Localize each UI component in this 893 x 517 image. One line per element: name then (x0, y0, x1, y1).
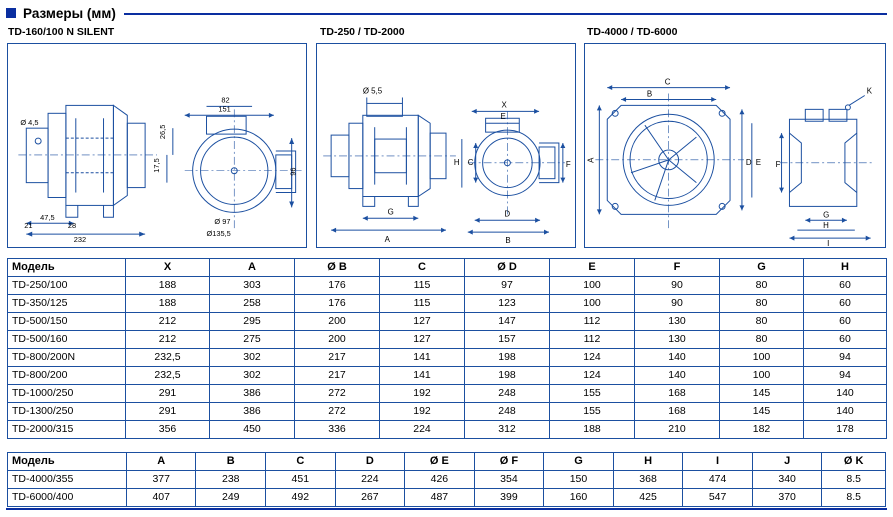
dim-label: C (467, 157, 474, 167)
cell-model: TD-500/160 (8, 331, 126, 349)
cell-value: 145 (720, 385, 804, 403)
cell-value: 474 (683, 471, 753, 489)
cell-value: 124 (550, 367, 635, 385)
cell-model: TD-4000/355 (8, 471, 127, 489)
dim-label: A (384, 235, 390, 245)
cell-value: 248 (465, 385, 550, 403)
cell-value: 232,5 (126, 367, 210, 385)
cell-value: 182 (720, 421, 804, 439)
cell-value: 123 (465, 295, 550, 313)
diagram-td250-td2000 (316, 43, 576, 248)
cell-value: 8.5 (822, 471, 886, 489)
diagram-caption-3: TD-4000 / TD-6000 (587, 26, 678, 38)
cell-value: 200 (295, 331, 380, 349)
cell-value: 140 (804, 403, 887, 421)
cell-value: 232,5 (126, 349, 210, 367)
cell-model: TD-800/200 (8, 367, 126, 385)
cell-value: 407 (126, 489, 196, 507)
dim-label: 28 (67, 221, 77, 231)
cell-value: 94 (804, 367, 887, 385)
cell-value: 100 (550, 277, 635, 295)
cell-value: 188 (126, 295, 210, 313)
cell-value: 176 (295, 277, 380, 295)
diagram-td160 (7, 43, 307, 248)
table-row (8, 367, 887, 385)
cell-value: 155 (550, 403, 635, 421)
table-dimensions-td250 (7, 258, 887, 439)
cell-value: 100 (720, 349, 804, 367)
cell-value: 178 (804, 421, 887, 439)
cell-value: 60 (804, 313, 887, 331)
cell-value: 340 (752, 471, 822, 489)
table-header-row (8, 453, 886, 471)
cell-value: 155 (550, 385, 635, 403)
cell-value: 130 (635, 313, 720, 331)
dim-label: 96 (288, 167, 298, 176)
cell-value: 200 (295, 313, 380, 331)
cell-value: 238 (196, 471, 266, 489)
cell-value: 198 (465, 367, 550, 385)
cell-value: 224 (380, 421, 465, 439)
table-header-row (8, 259, 887, 277)
dim-label: F (775, 159, 781, 169)
cell-value: 272 (295, 403, 380, 421)
dim-label: A (586, 157, 596, 163)
diagram-caption-2: TD-250 / TD-2000 (320, 26, 405, 38)
cell-value: 312 (465, 421, 550, 439)
cell-model: TD-350/125 (8, 295, 126, 313)
cell-value: 188 (126, 277, 210, 295)
cell-value: 8.5 (822, 489, 886, 507)
col-header-b: Ø B (295, 259, 380, 277)
cell-value: 192 (380, 385, 465, 403)
table-row (8, 331, 887, 349)
cell-value: 112 (550, 331, 635, 349)
table-dimensions-td4000 (7, 452, 886, 507)
col-header-h: H (613, 453, 683, 471)
cell-value: 217 (295, 349, 380, 367)
col-header-model: Модель (8, 453, 127, 471)
cell-value: 115 (380, 277, 465, 295)
header-divider (124, 13, 887, 15)
bullet-marker-icon (6, 8, 16, 18)
col-header-d: D (335, 453, 405, 471)
cell-value: 90 (635, 277, 720, 295)
table-row (8, 421, 887, 439)
cell-value: 356 (126, 421, 210, 439)
cell-value: 168 (635, 385, 720, 403)
cell-value: 370 (752, 489, 822, 507)
col-header-j: J (752, 453, 822, 471)
cell-value: 90 (635, 295, 720, 313)
cell-value: 192 (380, 403, 465, 421)
col-header-h: H (804, 259, 887, 277)
cell-value: 140 (635, 367, 720, 385)
cell-value: 451 (266, 471, 336, 489)
cell-value: 141 (380, 349, 465, 367)
cell-value: 80 (720, 313, 804, 331)
cell-value: 354 (474, 471, 544, 489)
cell-value: 272 (295, 385, 380, 403)
cell-model: TD-2000/315 (8, 421, 126, 439)
cell-value: 124 (550, 349, 635, 367)
dim-label: D (504, 209, 511, 219)
col-header-c: C (380, 259, 465, 277)
dim-label: B (505, 236, 511, 246)
dim-label: 47,5 (40, 213, 55, 223)
cell-value: 160 (544, 489, 614, 507)
col-header-b: B (196, 453, 266, 471)
cell-value: 130 (635, 331, 720, 349)
cell-value: 303 (210, 277, 295, 295)
cell-value: 302 (210, 367, 295, 385)
dim-label: 26,5 (157, 124, 167, 140)
cell-value: 386 (210, 403, 295, 421)
cell-value: 426 (405, 471, 475, 489)
dim-label: E (500, 112, 506, 122)
dim-label: Ø135,5 (206, 229, 231, 239)
cell-value: 157 (465, 331, 550, 349)
cell-value: 212 (126, 313, 210, 331)
dim-label: G (823, 210, 830, 220)
table-row (8, 313, 887, 331)
cell-model: TD-1000/250 (8, 385, 126, 403)
cell-value: 267 (335, 489, 405, 507)
cell-value: 127 (380, 313, 465, 331)
cell-value: 258 (210, 295, 295, 313)
col-header-g: G (544, 453, 614, 471)
col-header-k: Ø K (822, 453, 886, 471)
col-header-f: Ø F (474, 453, 544, 471)
dim-label: B (646, 89, 653, 99)
cell-value: 547 (683, 489, 753, 507)
table-row (8, 277, 887, 295)
cell-value: 368 (613, 471, 683, 489)
cell-value: 94 (804, 349, 887, 367)
cell-value: 60 (804, 331, 887, 349)
table-row (8, 403, 887, 421)
col-header-x: X (126, 259, 210, 277)
cell-value: 60 (804, 295, 887, 313)
cell-value: 80 (720, 295, 804, 313)
cell-value: 386 (210, 385, 295, 403)
cell-value: 100 (550, 295, 635, 313)
cell-value: 97 (465, 277, 550, 295)
dim-label: 17,5 (151, 158, 161, 173)
dim-label: Ø 4,5 (20, 118, 39, 128)
cell-value: 295 (210, 313, 295, 331)
dim-label: E (755, 157, 762, 167)
col-header-i: I (683, 453, 753, 471)
dim-label: K (866, 86, 872, 96)
cell-value: 425 (613, 489, 683, 507)
col-header-d: Ø D (465, 259, 550, 277)
table-row (8, 349, 887, 367)
dim-label: X (501, 100, 507, 110)
col-header-a: A (126, 453, 196, 471)
cell-value: 150 (544, 471, 614, 489)
dim-label: Ø 5,5 (362, 86, 383, 96)
cell-value: 336 (295, 421, 380, 439)
cell-model: TD-500/150 (8, 313, 126, 331)
cell-value: 168 (635, 403, 720, 421)
table-row (8, 471, 886, 489)
table-row (8, 489, 886, 507)
cell-value: 147 (465, 313, 550, 331)
cell-value: 100 (720, 367, 804, 385)
cell-value: 80 (720, 277, 804, 295)
diagram-caption-1: TD-160/100 N SILENT (8, 26, 115, 38)
cell-model: TD-800/200N (8, 349, 126, 367)
table-row (8, 295, 887, 313)
cell-value: 140 (635, 349, 720, 367)
cell-value: 112 (550, 313, 635, 331)
dim-label: I (827, 239, 830, 247)
col-header-a: A (210, 259, 295, 277)
cell-value: 249 (196, 489, 266, 507)
cell-value: 80 (720, 331, 804, 349)
dim-label: G (387, 207, 394, 217)
dim-label: Ø 97 (214, 217, 231, 227)
col-header-e: E (550, 259, 635, 277)
dim-label: C (664, 77, 671, 87)
diagram-td4000-td6000 (584, 43, 886, 248)
page-title: Размеры (мм) (23, 5, 116, 21)
dim-label: D (745, 157, 752, 167)
col-header-c: C (266, 453, 336, 471)
cell-value: 176 (295, 295, 380, 313)
cell-value: 198 (465, 349, 550, 367)
dim-label: H (453, 157, 460, 167)
cell-value: 141 (380, 367, 465, 385)
cell-value: 487 (405, 489, 475, 507)
cell-value: 212 (126, 331, 210, 349)
cell-model: TD-1300/250 (8, 403, 126, 421)
cell-value: 399 (474, 489, 544, 507)
cell-value: 115 (380, 295, 465, 313)
section-header (6, 3, 887, 23)
table-row (8, 385, 887, 403)
col-header-g: G (720, 259, 804, 277)
cell-value: 275 (210, 331, 295, 349)
cell-value: 60 (804, 277, 887, 295)
dim-label: 82 (221, 95, 230, 105)
footer-divider (6, 508, 887, 510)
cell-model: TD-250/100 (8, 277, 126, 295)
cell-value: 302 (210, 349, 295, 367)
cell-value: 492 (266, 489, 336, 507)
cell-value: 224 (335, 471, 405, 489)
cell-value: 291 (126, 403, 210, 421)
cell-value: 217 (295, 367, 380, 385)
col-header-f: F (635, 259, 720, 277)
cell-value: 377 (126, 471, 196, 489)
dim-label: F (565, 159, 571, 169)
dim-label: 151 (218, 104, 231, 114)
dim-label: H (823, 221, 829, 231)
cell-value: 127 (380, 331, 465, 349)
col-header-model: Модель (8, 259, 126, 277)
cell-value: 210 (635, 421, 720, 439)
cell-value: 188 (550, 421, 635, 439)
col-header-e: Ø E (405, 453, 475, 471)
cell-value: 145 (720, 403, 804, 421)
cell-value: 248 (465, 403, 550, 421)
cell-value: 291 (126, 385, 210, 403)
cell-model: TD-6000/400 (8, 489, 127, 507)
cell-value: 450 (210, 421, 295, 439)
cell-value: 140 (804, 385, 887, 403)
dim-label: 21 (24, 221, 33, 231)
dim-label: 232 (73, 235, 87, 245)
